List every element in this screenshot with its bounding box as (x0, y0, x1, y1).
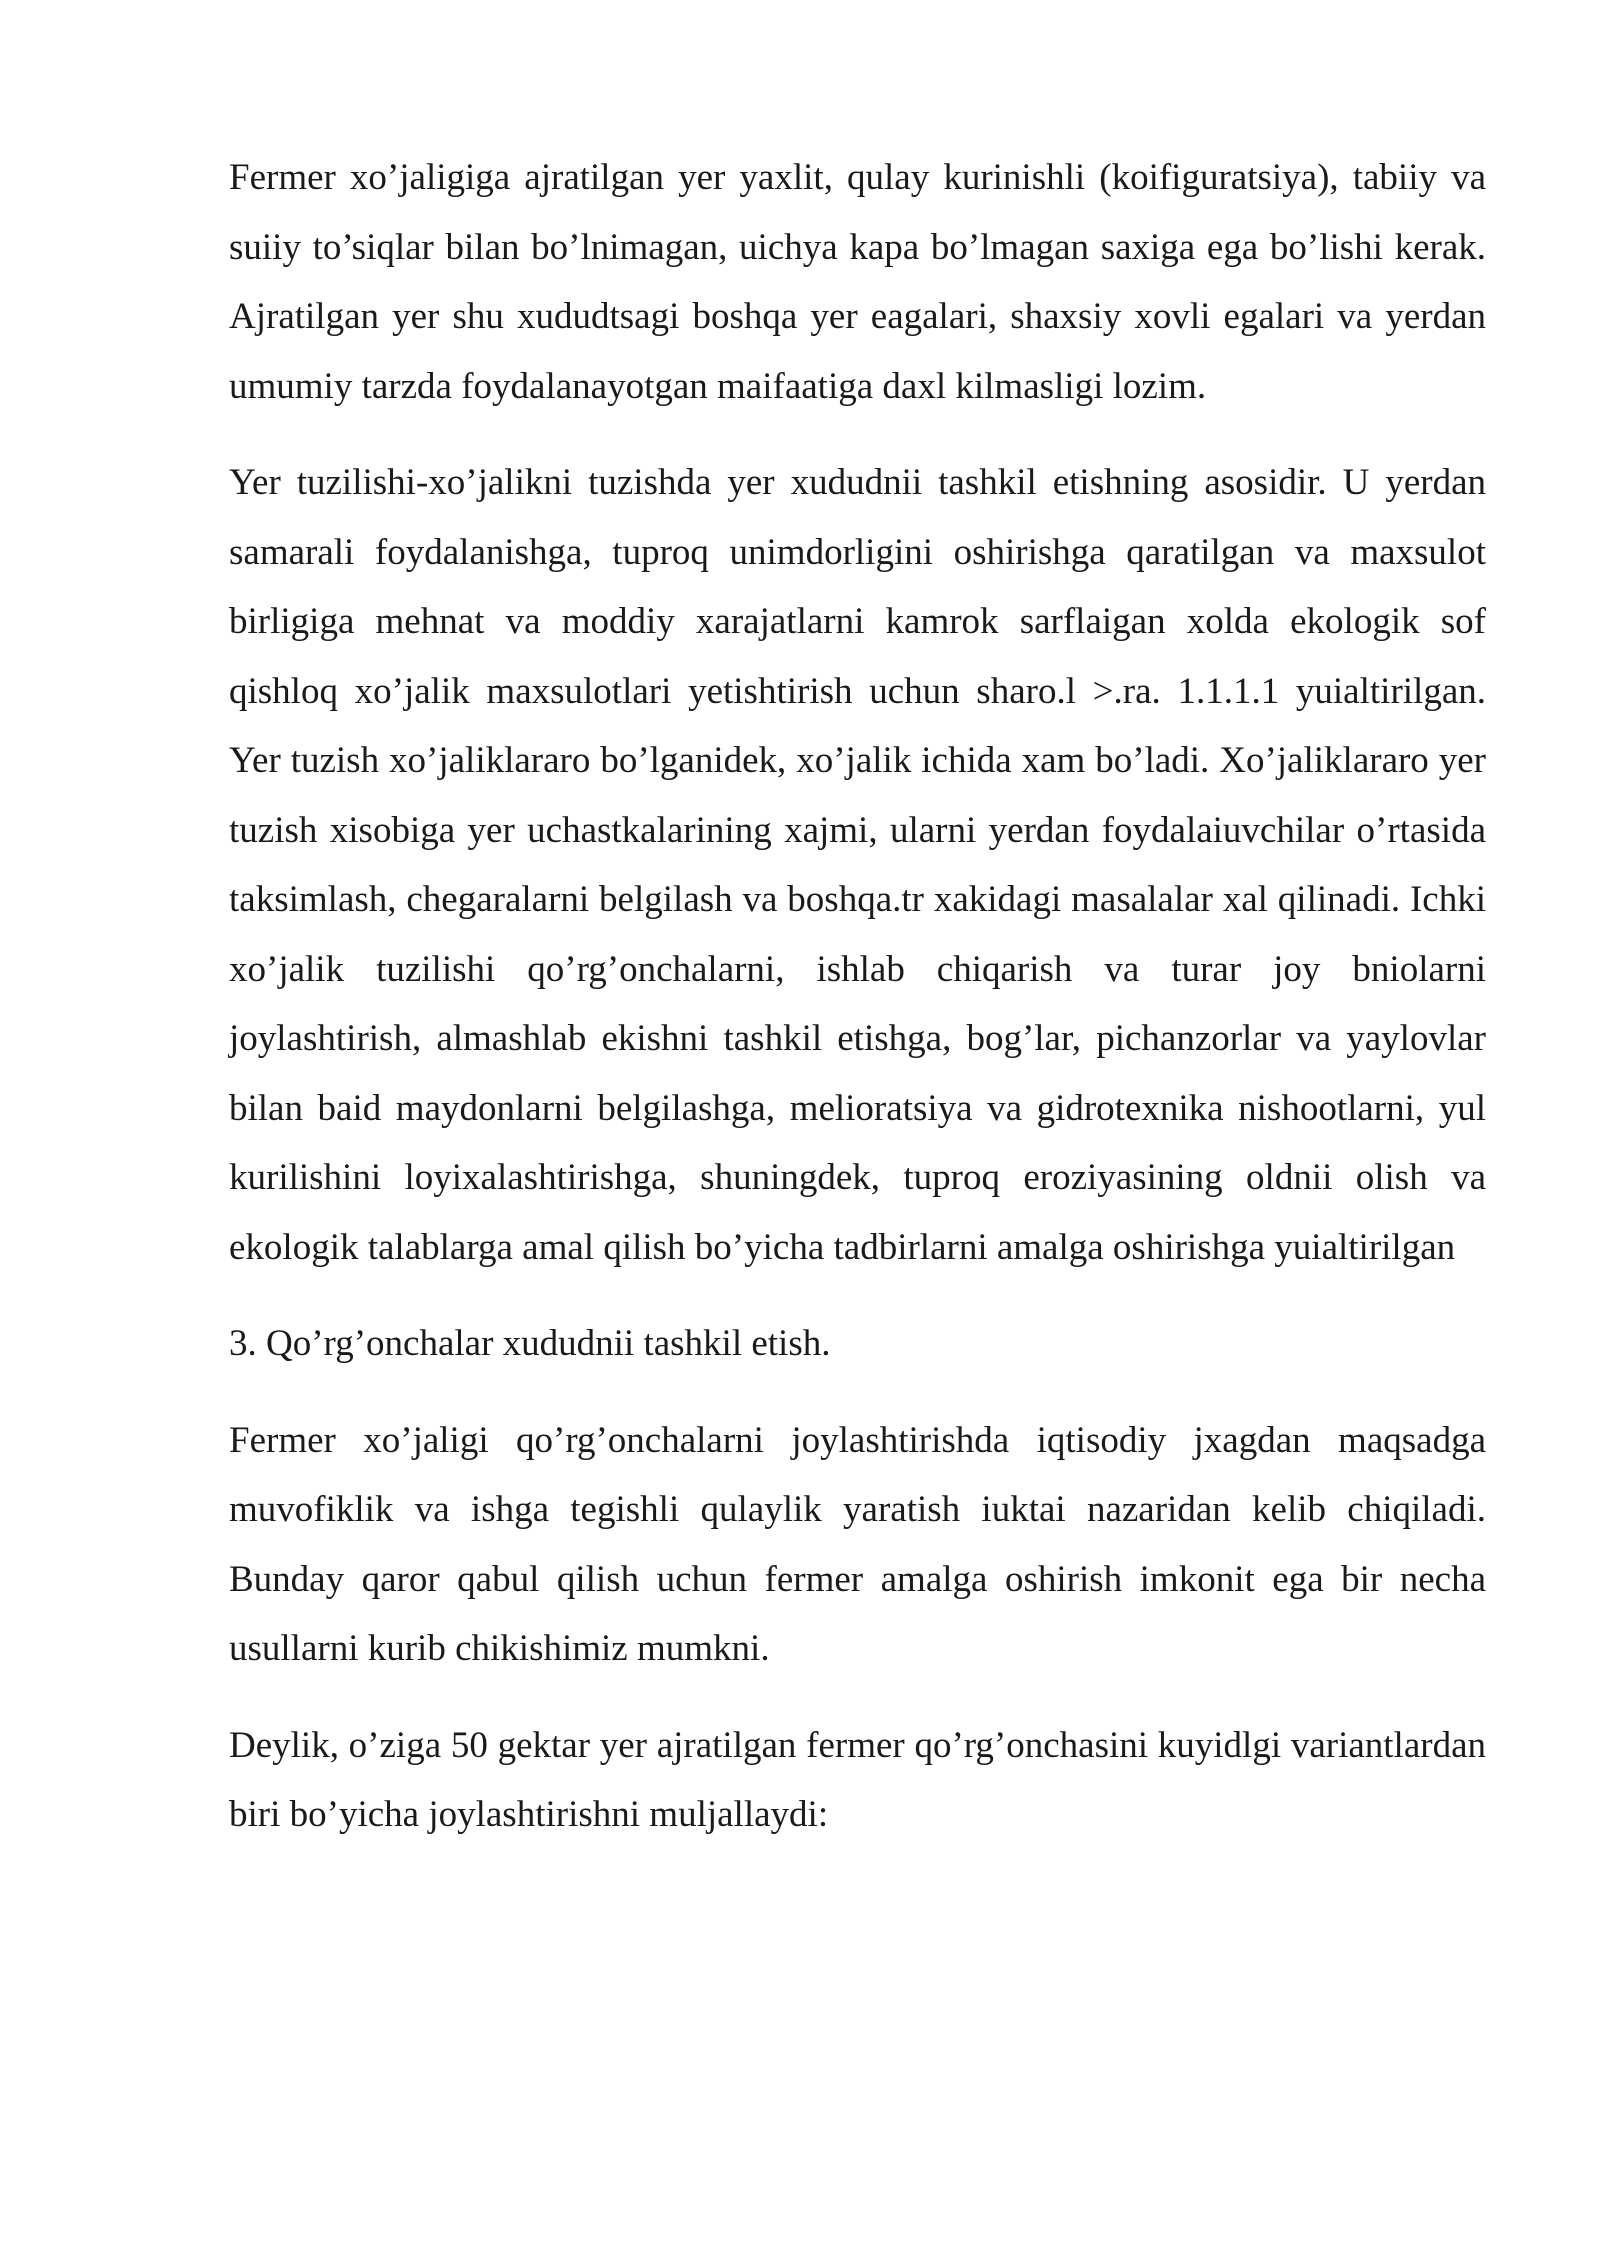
paragraph-farmstead-placement: Fermer xo’jaligi qo’rg’onchalarni joylashtirishda iqtisodiy jxagdan maqsadga muvofiklik va ishga tegishli qulaylik yaratish iuktai nazaridan kelib chiqiladi. Bunday qaror qabul qilish uchun fermer amalga oshirish imkonit ega bir necha usullarni kurib chikishimiz mumkni. (229, 1419, 1486, 1669)
section-heading: 3. Qo’rg’onchalar xududnii tashkil etish. (229, 1323, 831, 1364)
paragraph-land-requirements: Fermer xo’jaligiga ajratilgan yer yaxlit, qulay kurinishli (koifiguratsiya), tabiiy va suiiy to’siqlar bilan bo’lnimagan, uichya kapa bo’lmagan saxiga ega bo’lishi kerak. Ajratilgan yer shu xududtsagi boshqa yer eagalari, shaxsiy xovli egalari va yerdan umumiy tarzda foydalanayotgan maifaatiga daxl kilmasligi lozim. (229, 157, 1486, 407)
paragraph-example-variant: Deylik, o’ziga 50 gektar yer ajratilgan fermer qo’rg’onchasini kuyidlgi variantlardan biri bo’yicha joylashtirishni muljallaydi: (229, 1724, 1486, 1835)
document-body (229, 143, 1486, 1877)
paragraph-land-organization: Yer tuzilishi-xo’jalikni tuzishda yer xududnii tashkil etishning asosidir. U yerdan samarali foydalanishga, tuproq unimdorligini oshirishga qaratilgan va maxsulot birligiga mehnat va moddiy xarajatlarni kamrok sarflaigan xolda ekologik sof qishloq xo’jalik maxsulotlari yetishtirish uchun sharo.l >.ra. 1.1.1.1 yuialtirilgan. Yer tuzish xo’jaliklararo bo’lganidek, xo’jalik ichida xam bo’ladi. Xo’jaliklararo yer tuzish xisobiga yer uchastkalarining xajmi, ularni yerdan foydalaiuvchilar o’rtasida taksimlash, chegaralarni belgilash va boshqa.tr xakidagi masalalar xal qilinadi. Ichki xo’jalik tuzilishi qo’rg’onchalarni, ishlab chiqarish va turar joy bniolarni joylashtirish, almashlab ekishni tashkil etishga, bog’lar, pichanzorlar va yaylovlar bilan baid maydonlarni belgilashga, melioratsiya va gidrotexnika nishootlarni, yul kurilishini loyixalashtirishga, shuningdek, tuproq eroziyasining oldnii olish va ekologik talablarga amal qilish bo’yicha tadbirlarni amalga oshirishga yuialtirilgan (229, 462, 1486, 1268)
